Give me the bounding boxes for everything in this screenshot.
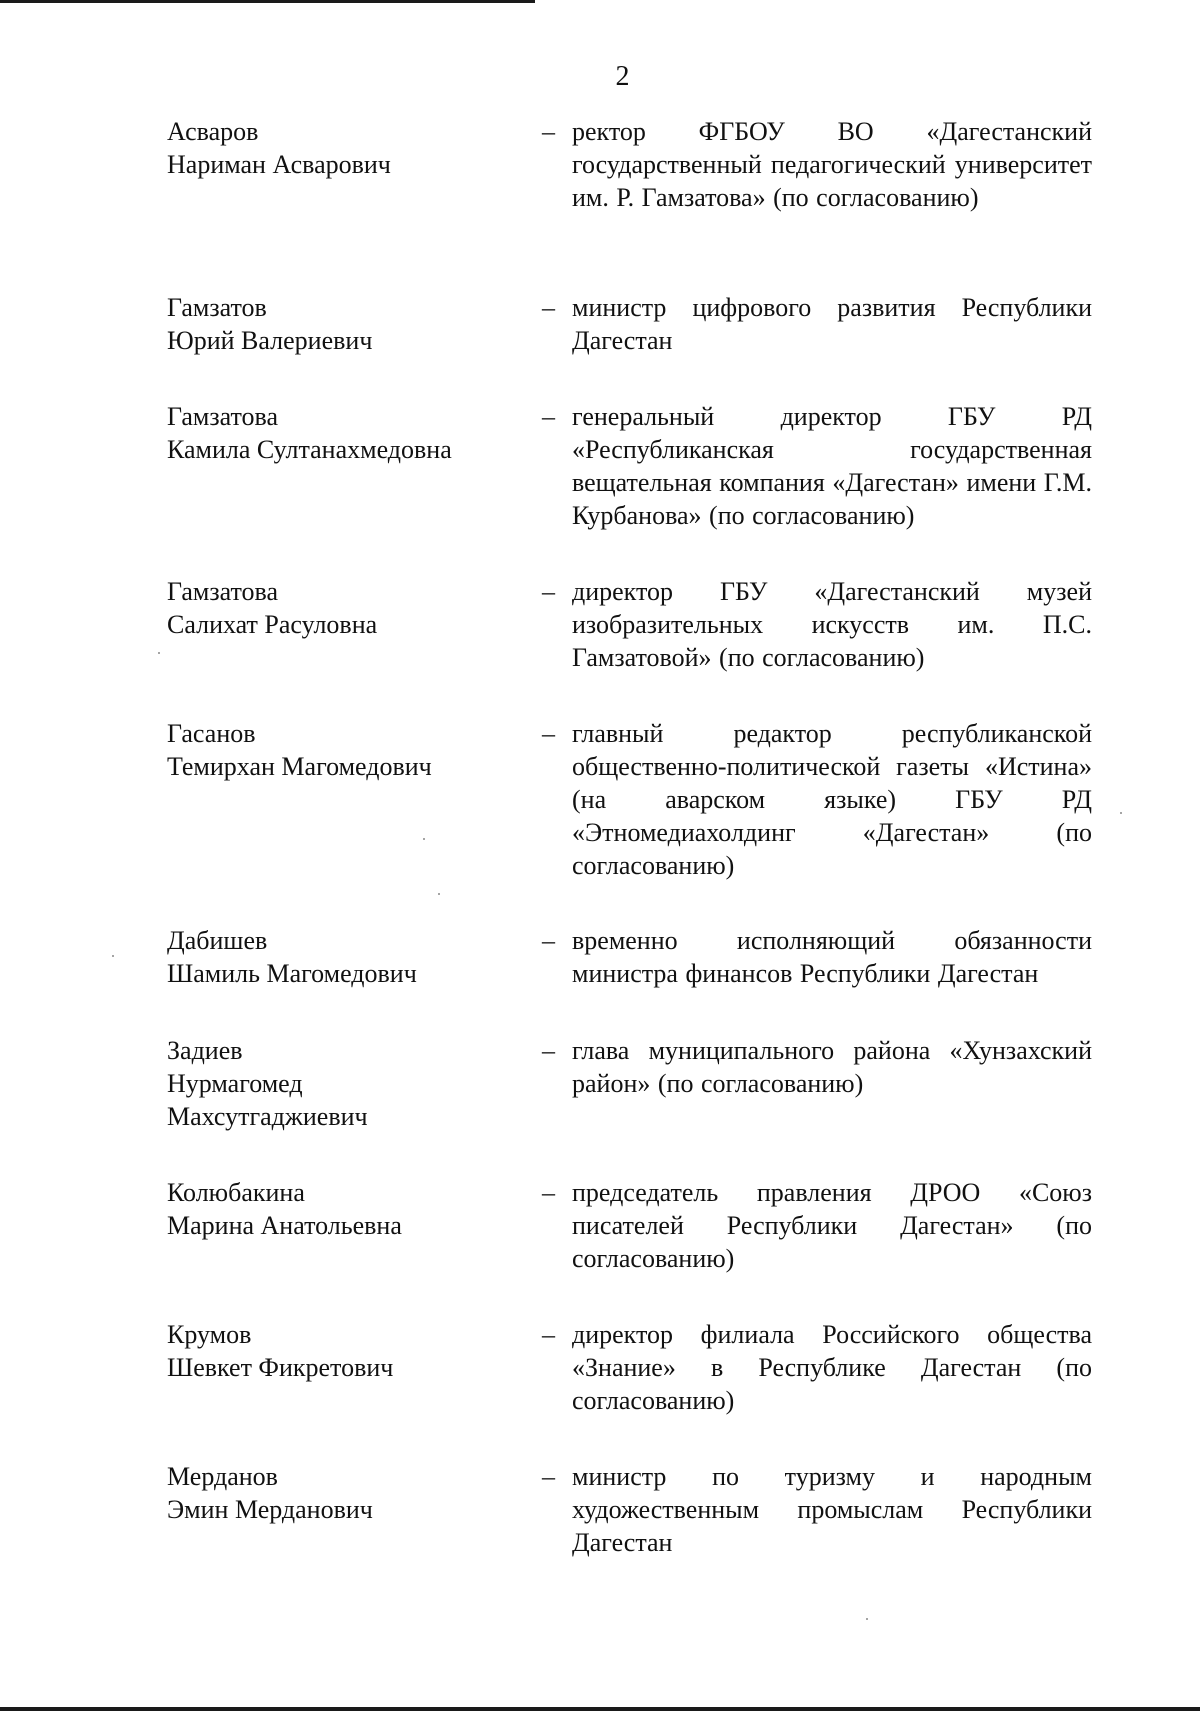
member-surname: Задиев	[167, 1036, 243, 1065]
member-given-name: Юрий Валериевич	[167, 326, 373, 355]
member-name	[167, 924, 527, 990]
scan-speck	[112, 955, 114, 957]
member-position: генеральный директор ГБУ РД «Республиканская государственная вещательная компания «Дагестан» имени Г.М. Курбанова» (по согласованию)	[572, 402, 1092, 530]
member-position: председатель правления ДРОО «Союз писателей Республики Дагестан» (по согласованию)	[572, 1178, 1092, 1273]
dash-separator: –	[542, 577, 555, 606]
member-given-name: Эмин Мерданович	[167, 1495, 373, 1524]
dash-separator: –	[542, 293, 555, 322]
member-name	[167, 717, 527, 783]
dash-separator: –	[542, 719, 555, 748]
scan-border-top	[0, 0, 535, 3]
dash-separator: –	[542, 1178, 555, 1207]
member-surname: Гамзатова	[167, 577, 279, 606]
member-name	[167, 1318, 527, 1384]
member-name	[167, 115, 527, 181]
member-name	[167, 400, 527, 466]
member-surname: Колюбакина	[167, 1178, 305, 1207]
dash-separator: –	[542, 926, 555, 955]
member-patronymic: Махсутгаджиевич	[167, 1102, 368, 1131]
scan-speck	[866, 1618, 868, 1620]
member-given-name: Нариман Асварович	[167, 150, 391, 179]
member-given-name: Темирхан Магомедович	[167, 752, 432, 781]
dash-separator: –	[542, 1036, 555, 1065]
member-given-name: Шевкет Фикретович	[167, 1353, 394, 1382]
member-given-name: Марина Анатольевна	[167, 1211, 402, 1240]
dash-separator: –	[542, 1462, 555, 1491]
member-given-name: Салихат Расуловна	[167, 610, 378, 639]
dash-separator: –	[542, 402, 555, 431]
member-surname: Гамзатова	[167, 402, 279, 431]
member-name	[167, 1460, 527, 1526]
scan-speck	[1120, 812, 1122, 814]
scan-speck	[438, 893, 440, 895]
member-surname: Асваров	[167, 117, 259, 146]
member-surname: Мерданов	[167, 1462, 278, 1491]
scan-border-bottom	[0, 1707, 1200, 1711]
member-given-name: Нурмагомед	[167, 1069, 303, 1098]
member-position: глава муниципального района «Хунзахский район» (по согласованию)	[572, 1036, 1092, 1098]
scan-speck	[423, 838, 425, 840]
member-position: временно исполняющий обязанности министра финансов Республики Дагестан	[572, 926, 1092, 988]
member-name	[167, 1034, 527, 1133]
member-position: директор филиала Российского общества «Знание» в Республике Дагестан (по согласованию)	[572, 1320, 1092, 1415]
member-position: ректор ФГБОУ ВО «Дагестанский государственный педагогический университет им. Р. Гамзатова» (по согласованию)	[572, 117, 1092, 212]
member-name	[167, 575, 527, 641]
page-number: 2	[615, 61, 630, 92]
member-given-name: Шамиль Магомедович	[167, 959, 417, 988]
member-name	[167, 291, 527, 357]
dash-separator: –	[542, 1320, 555, 1349]
scan-speck	[158, 652, 160, 654]
member-position: министр цифрового развития Республики Дагестан	[572, 293, 1092, 355]
member-position: главный редактор республиканской общественно-политической газеты «Истина» (на аварском языке) ГБУ РД «Этномедиахолдинг «Дагестан» (по согласованию)	[572, 719, 1092, 880]
member-surname: Гасанов	[167, 719, 256, 748]
member-given-name: Камила Султанахмедовна	[167, 435, 452, 464]
dash-separator: –	[542, 117, 555, 146]
member-surname: Крумов	[167, 1320, 252, 1349]
member-position: министр по туризму и народным художественным промыслам Республики Дагестан	[572, 1462, 1092, 1557]
member-surname: Дабишев	[167, 926, 268, 955]
member-surname: Гамзатов	[167, 293, 267, 322]
member-position: директор ГБУ «Дагестанский музей изобразительных искусств им. П.С. Гамзатовой» (по согласованию)	[572, 577, 1092, 672]
member-name	[167, 1176, 527, 1242]
